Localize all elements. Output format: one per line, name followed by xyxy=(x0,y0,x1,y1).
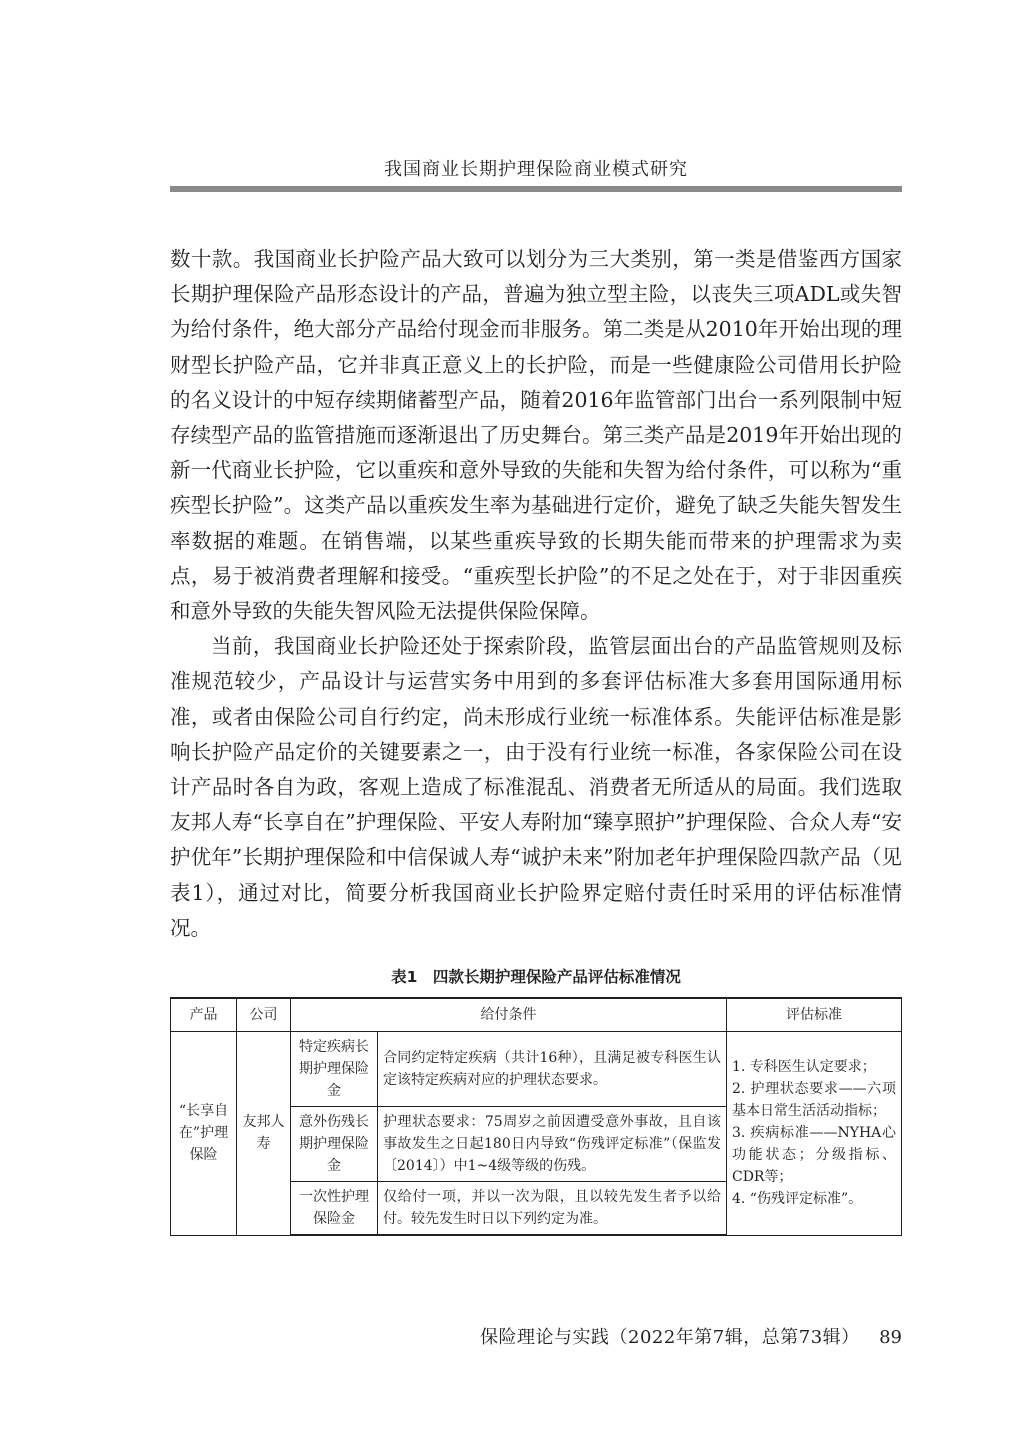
page-number: 89 xyxy=(879,1327,902,1348)
standard-item: 4. “伤残评定标准”。 xyxy=(732,1191,863,1208)
paragraph-1: 数十款。我国商业长护险产品大致可以划分为三大类别，第一类是借鉴西方国家长期护理保险产品形态设计的产品，普遍为独立型主险，以丧失三项ADL或失智为给付条件，绝大部分产品给付现金而非服务。第二类是从2010年开始出现的理财型长护险产品，它并非真正意义上的长护险，而是一些健康险公司借用长护险的名义设计的中短存续期储蓄型产品，随着2016年监管部门出台一系列限制中短存续型产品的监管措施而逐渐退出了历史舞台。第三类产品是2019年开始出现的新一代商业长护险，它以重疾和意外导致的失能和失智为给付条件，可以称为“重疾型长护险”。这类产品以重疾发生率为基础进行定价，避免了缺乏失能失智发生率数据的难题。在销售端，以某些重疾导致的长期失能而带来的护理需求为卖点，易于被消费者理解和接受。“重疾型长护险”的不足之处在于，对于非因重疾和意外导致的失能失智风险无法提供保险保障。 xyxy=(170,247,902,624)
benefit-condition-cell: 仅给付一项，并以一次为限，且以较先发生者予以给付。较先发生时日以下列约定为准。 xyxy=(378,1182,727,1236)
benefit-condition-cell: 合同约定特定疾病（共计16种），且满足被专科医生认定该特定疾病对应的护理状态要求。 xyxy=(378,1032,727,1107)
header-evaluation-standard: 评估标准 xyxy=(727,998,902,1032)
evaluation-standards-table xyxy=(170,997,902,1236)
table-caption: 表1 四款长期护理保险产品评估标准情况 xyxy=(391,968,681,986)
standard-item: 3. 疾病标准——NYHA心功能状态；分级指标、CDR等； xyxy=(732,1125,896,1186)
header-benefit-condition: 给付条件 xyxy=(291,998,727,1032)
benefit-type-cell: 意外伤残长期护理保险金 xyxy=(291,1107,378,1182)
journal-footer: 保险理论与实践（2022年第7辑，总第73辑） xyxy=(480,1327,860,1348)
benefit-type-cell: 特定疾病长期护理保险金 xyxy=(291,1032,378,1107)
paragraph-2: 当前，我国商业长护险还处于探索阶段，监管层面出台的产品监管规则及标准规范较少，产品设计与运营实务中用到的多套评估标准大多套用国际通用标准，或者由保险公司自行约定，尚未形成行业统一标准体系。失能评估标准是影响长护险产品定价的关键要素之一，由于没有行业统一标准，各家保险公司在设计产品时各自为政，客观上造成了标准混乱、消费者无所适从的局面。我们选取友邦人寿“长享自在”护理保险、平安人寿附加“臻享照护”护理保险、合众人寿“安护优年”长期护理保险和中信保诚人寿“诚护未来”附加老年护理保险四款产品（见表1），通过对比，简要分析我国商业长护险界定赔付责任时采用的评估标准情况。 xyxy=(170,634,902,940)
benefit-condition-cell: 护理状态要求：75周岁之前因遭受意外事故，且自该事故发生之日起180日内导致“伤残评定标准”（保监发〔2014〕）中1~4级等级的伤残。 xyxy=(378,1107,727,1182)
product-cell: “长享自在”护理保险 xyxy=(171,1032,237,1236)
header-product: 产品 xyxy=(171,998,237,1032)
body-text xyxy=(170,242,902,946)
running-header-title: 我国商业长期护理保险商业模式研究 xyxy=(384,159,688,180)
header-rule xyxy=(170,186,902,192)
header-company: 公司 xyxy=(237,998,291,1032)
standard-item: 2. 护理状态要求——六项基本日常生活活动指标； xyxy=(732,1081,896,1120)
table-header-row xyxy=(171,998,902,1032)
benefit-type-cell: 一次性护理保险金 xyxy=(291,1182,378,1236)
table-row xyxy=(171,1032,902,1107)
standard-item: 1. 专科医生认定要求； xyxy=(732,1059,876,1076)
company-cell: 友邦人寿 xyxy=(237,1032,291,1236)
evaluation-standard-cell xyxy=(727,1032,902,1236)
